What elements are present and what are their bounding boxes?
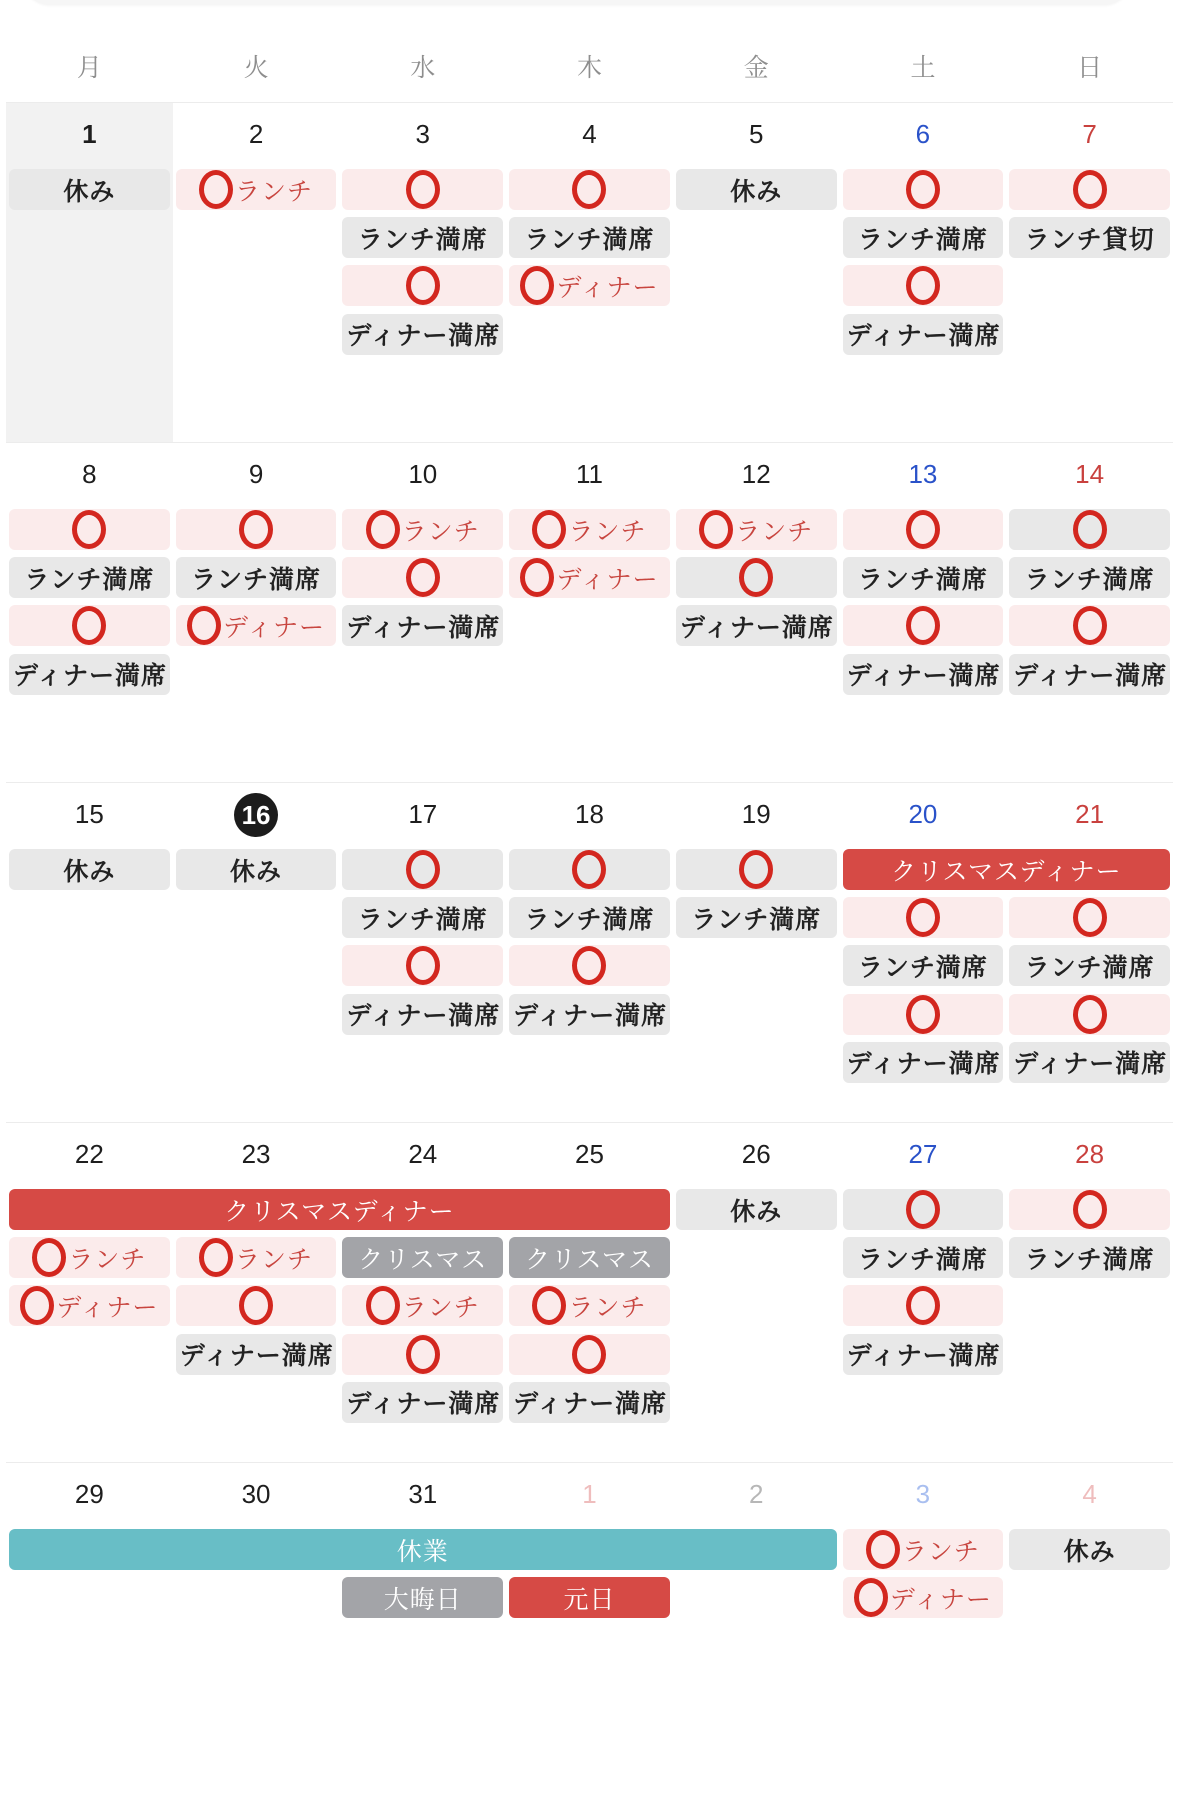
available-circle-icon bbox=[520, 266, 554, 305]
chip-label: ランチ bbox=[235, 176, 314, 206]
availability-chip[interactable] bbox=[509, 557, 670, 598]
chip-label: ランチ bbox=[901, 1536, 980, 1566]
available-circle-icon bbox=[906, 898, 940, 937]
day-number[interactable]: 4 bbox=[582, 119, 597, 149]
availability-chip[interactable] bbox=[9, 605, 170, 646]
available-circle-icon bbox=[572, 850, 606, 889]
chip-label: ランチ満席 bbox=[857, 224, 988, 254]
day-number[interactable]: 25 bbox=[575, 1139, 604, 1169]
availability-chip[interactable] bbox=[176, 169, 337, 210]
chip-label: クリスマス bbox=[524, 1244, 654, 1274]
day-number[interactable]: 2 bbox=[748, 1479, 764, 1509]
availability-chip[interactable] bbox=[1009, 994, 1170, 1035]
chip-label: ランチ満席 bbox=[857, 1244, 988, 1274]
chip-label: ランチ bbox=[401, 1292, 480, 1322]
chip-label: ディナー満席 bbox=[346, 1001, 501, 1031]
availability-chip[interactable] bbox=[342, 557, 503, 598]
chip-label: ランチ満席 bbox=[857, 564, 988, 594]
chip-label: ランチ bbox=[401, 516, 480, 546]
day-number[interactable]: 3 bbox=[415, 119, 430, 149]
chip-label: ディナー bbox=[56, 1292, 159, 1322]
availability-chip[interactable] bbox=[676, 509, 837, 550]
chip-label: ランチ bbox=[235, 1244, 314, 1274]
availability-chip[interactable] bbox=[509, 1334, 670, 1375]
calendar-week-row bbox=[6, 782, 1173, 1122]
availability-chip[interactable] bbox=[509, 509, 670, 550]
day-number[interactable]: 31 bbox=[408, 1479, 438, 1509]
status-chip[interactable] bbox=[676, 1189, 837, 1230]
status-chip[interactable] bbox=[1009, 1042, 1170, 1083]
chip-label: ディナー満席 bbox=[13, 661, 168, 691]
availability-chip[interactable] bbox=[9, 1285, 170, 1326]
chip-label: ランチ満席 bbox=[357, 224, 488, 254]
weekday-sun: 日 bbox=[1077, 53, 1103, 82]
available-circle-icon bbox=[1073, 898, 1107, 937]
status-chip[interactable] bbox=[843, 217, 1004, 258]
availability-chip[interactable] bbox=[1009, 169, 1170, 210]
status-chip[interactable] bbox=[9, 849, 170, 890]
status-chip[interactable] bbox=[509, 994, 670, 1035]
status-chip[interactable] bbox=[342, 605, 503, 646]
availability-chip[interactable] bbox=[843, 897, 1004, 938]
chip-label: ランチ満席 bbox=[857, 952, 988, 982]
chip-label: ディナー満席 bbox=[513, 1389, 668, 1419]
chip-label: クリスマス bbox=[358, 1244, 488, 1274]
day-number[interactable]: 15 bbox=[74, 799, 104, 829]
chip-label: ランチ満席 bbox=[1024, 952, 1155, 982]
day-number[interactable]: 17 bbox=[408, 799, 438, 829]
month-calendar-grid bbox=[6, 102, 1173, 1802]
availability-chip[interactable] bbox=[342, 169, 503, 210]
status-chip[interactable] bbox=[676, 897, 837, 938]
availability-chip[interactable] bbox=[9, 509, 170, 550]
status-chip[interactable] bbox=[176, 1334, 337, 1375]
chip-label: ランチ満席 bbox=[24, 564, 155, 594]
chip-label: 休業 bbox=[396, 1536, 449, 1566]
available-circle-icon bbox=[906, 995, 940, 1034]
status-chip[interactable] bbox=[176, 849, 337, 890]
chip-label: クリスマスディナー bbox=[224, 1196, 455, 1226]
status-chip[interactable] bbox=[1009, 1529, 1170, 1570]
day-number[interactable]: 9 bbox=[248, 459, 264, 489]
weekday-header bbox=[6, 44, 1173, 92]
status-chip[interactable] bbox=[509, 897, 670, 938]
chip-label: ランチ bbox=[735, 516, 814, 546]
availability-chip[interactable] bbox=[843, 1189, 1004, 1230]
status-chip[interactable] bbox=[843, 1237, 1004, 1278]
day-number[interactable]: 6 bbox=[915, 119, 931, 149]
day-number[interactable]: 29 bbox=[74, 1479, 104, 1509]
chip-label: ランチ bbox=[68, 1244, 147, 1274]
day-number[interactable]: 30 bbox=[241, 1479, 271, 1509]
day-number[interactable]: 19 bbox=[741, 799, 771, 829]
availability-chip[interactable] bbox=[1009, 605, 1170, 646]
day-number[interactable]: 12 bbox=[741, 459, 771, 489]
chip-label: ディナー満席 bbox=[346, 321, 501, 351]
day-number[interactable]: 14 bbox=[1075, 459, 1105, 489]
availability-chip[interactable] bbox=[676, 557, 837, 598]
available-circle-icon bbox=[406, 946, 440, 985]
availability-chip[interactable] bbox=[843, 1577, 1004, 1618]
availability-chip[interactable] bbox=[843, 605, 1004, 646]
available-circle-icon bbox=[572, 170, 606, 209]
status-chip[interactable] bbox=[509, 1382, 670, 1423]
status-chip[interactable] bbox=[1009, 1237, 1170, 1278]
calendar-week-row bbox=[6, 1122, 1173, 1462]
availability-chip[interactable] bbox=[843, 994, 1004, 1035]
day-number[interactable]: 5 bbox=[748, 119, 764, 149]
availability-chip[interactable] bbox=[176, 605, 337, 646]
day-number[interactable]: 18 bbox=[575, 799, 604, 829]
weekday-sat: 土 bbox=[910, 53, 936, 82]
available-circle-icon bbox=[20, 1286, 54, 1325]
day-number[interactable]: 13 bbox=[908, 459, 938, 489]
chip-label: ディナー bbox=[556, 272, 659, 302]
chip-label: ランチ満席 bbox=[191, 564, 322, 594]
chip-label: ディナー満席 bbox=[846, 321, 1001, 351]
availability-chip[interactable] bbox=[176, 1285, 337, 1326]
day-number[interactable]: 10 bbox=[408, 459, 438, 489]
available-circle-icon bbox=[239, 1286, 273, 1325]
available-circle-icon bbox=[699, 510, 733, 549]
available-circle-icon bbox=[406, 1335, 440, 1374]
available-circle-icon bbox=[739, 558, 773, 597]
day-number-today[interactable] bbox=[173, 793, 340, 835]
chip-label: ランチ満席 bbox=[524, 904, 655, 934]
chip-label: 休み bbox=[230, 856, 283, 886]
available-circle-icon bbox=[1073, 170, 1107, 209]
chip-label: ディナー満席 bbox=[1013, 1049, 1168, 1079]
available-circle-icon bbox=[72, 510, 106, 549]
status-chip[interactable] bbox=[342, 994, 503, 1035]
available-circle-icon bbox=[187, 606, 221, 645]
chip-label: ランチ満席 bbox=[357, 904, 488, 934]
chip-label: 休み bbox=[63, 856, 116, 886]
chip-label: ランチ満席 bbox=[1024, 564, 1155, 594]
chip-label: 元日 bbox=[563, 1584, 616, 1614]
available-circle-icon bbox=[239, 510, 273, 549]
availability-chip[interactable] bbox=[342, 945, 503, 986]
availability-chip[interactable] bbox=[676, 849, 837, 890]
status-chip[interactable] bbox=[9, 557, 170, 598]
availability-chip[interactable] bbox=[1009, 509, 1170, 550]
availability-chip[interactable] bbox=[843, 169, 1004, 210]
availability-chip[interactable] bbox=[509, 265, 670, 306]
chip-label: ディナー bbox=[889, 1584, 992, 1614]
chip-label: ランチ bbox=[568, 516, 647, 546]
day-number[interactable]: 11 bbox=[575, 459, 603, 489]
status-chip[interactable] bbox=[342, 314, 503, 355]
status-chip[interactable] bbox=[843, 557, 1004, 598]
status-chip[interactable] bbox=[843, 314, 1004, 355]
availability-chip[interactable] bbox=[176, 1237, 337, 1278]
status-chip[interactable] bbox=[1009, 654, 1170, 695]
available-circle-icon bbox=[572, 1335, 606, 1374]
weekday-tue: 火 bbox=[243, 53, 269, 82]
availability-chip[interactable] bbox=[509, 169, 670, 210]
calendar-week-row bbox=[6, 442, 1173, 782]
chip-label: ランチ満席 bbox=[524, 224, 655, 254]
day-number[interactable]: 21 bbox=[1075, 799, 1105, 829]
status-chip[interactable] bbox=[342, 1382, 503, 1423]
status-chip[interactable] bbox=[843, 945, 1004, 986]
event-banner[interactable] bbox=[843, 849, 1170, 890]
day-number[interactable]: 7 bbox=[1082, 119, 1097, 149]
chip-label: ランチ貸切 bbox=[1024, 224, 1155, 254]
status-chip[interactable] bbox=[1009, 945, 1170, 986]
chip-label: ディナー満席 bbox=[513, 1001, 668, 1031]
available-circle-icon bbox=[532, 510, 566, 549]
availability-chip[interactable] bbox=[843, 265, 1004, 306]
event-banner[interactable] bbox=[509, 1237, 670, 1278]
availability-chip[interactable] bbox=[342, 1334, 503, 1375]
availability-chip[interactable] bbox=[509, 849, 670, 890]
event-banner[interactable] bbox=[342, 1577, 503, 1618]
chip-label: ディナー満席 bbox=[846, 661, 1001, 691]
chip-label: ディナー満席 bbox=[679, 612, 834, 642]
chip-label: 休み bbox=[63, 176, 116, 206]
chip-label: ディナー満席 bbox=[846, 1049, 1001, 1079]
chip-label: クリスマスディナー bbox=[891, 856, 1122, 886]
status-chip[interactable] bbox=[1009, 557, 1170, 598]
event-banner[interactable] bbox=[509, 1577, 670, 1618]
day-number[interactable]: 20 bbox=[908, 799, 938, 829]
day-number[interactable]: 4 bbox=[1082, 1479, 1097, 1509]
available-circle-icon bbox=[1073, 1190, 1107, 1229]
available-circle-icon bbox=[406, 850, 440, 889]
day-number[interactable]: 1 bbox=[82, 119, 97, 149]
day-number[interactable]: 27 bbox=[908, 1139, 938, 1169]
day-number[interactable]: 24 bbox=[408, 1139, 438, 1169]
available-circle-icon bbox=[520, 558, 554, 597]
availability-chip[interactable] bbox=[1009, 897, 1170, 938]
chip-label: 休み bbox=[730, 1196, 783, 1226]
status-chip[interactable] bbox=[676, 605, 837, 646]
availability-chip[interactable] bbox=[176, 509, 337, 550]
available-circle-icon bbox=[1073, 606, 1107, 645]
status-chip[interactable] bbox=[676, 169, 837, 210]
availability-chip[interactable] bbox=[9, 1237, 170, 1278]
status-chip[interactable] bbox=[843, 654, 1004, 695]
available-circle-icon bbox=[572, 946, 606, 985]
day-number[interactable]: 8 bbox=[82, 459, 97, 489]
available-circle-icon bbox=[406, 170, 440, 209]
today-badge: 16 bbox=[234, 793, 278, 837]
chip-label: 休み bbox=[1063, 1536, 1116, 1566]
day-number[interactable]: 1 bbox=[582, 1479, 597, 1509]
available-circle-icon bbox=[1073, 995, 1107, 1034]
availability-chip[interactable] bbox=[843, 509, 1004, 550]
available-circle-icon bbox=[406, 266, 440, 305]
available-circle-icon bbox=[906, 606, 940, 645]
available-circle-icon bbox=[739, 850, 773, 889]
chip-label: ランチ満席 bbox=[691, 904, 822, 934]
day-number[interactable]: 26 bbox=[741, 1139, 771, 1169]
availability-chip[interactable] bbox=[1009, 1189, 1170, 1230]
chip-label: ディナー満席 bbox=[346, 1389, 501, 1419]
availability-chip[interactable] bbox=[342, 265, 503, 306]
chip-label: ディナー bbox=[556, 564, 659, 594]
availability-chip[interactable] bbox=[342, 1285, 503, 1326]
available-circle-icon bbox=[199, 170, 233, 209]
chip-label: ランチ満席 bbox=[1024, 1244, 1155, 1274]
availability-chip[interactable] bbox=[509, 945, 670, 986]
chip-label: ディナー満席 bbox=[846, 1341, 1001, 1371]
availability-chip[interactable] bbox=[843, 1529, 1004, 1570]
day-number[interactable]: 23 bbox=[241, 1139, 271, 1169]
available-circle-icon bbox=[906, 510, 940, 549]
availability-chip[interactable] bbox=[342, 509, 503, 550]
day-number[interactable]: 22 bbox=[74, 1139, 104, 1169]
availability-chip[interactable] bbox=[843, 1285, 1004, 1326]
availability-chip[interactable] bbox=[342, 849, 503, 890]
chip-label: 大晦日 bbox=[383, 1584, 462, 1614]
chip-label: ディナー bbox=[223, 612, 326, 642]
weekday-thu: 木 bbox=[577, 53, 603, 82]
available-circle-icon bbox=[72, 606, 106, 645]
status-chip[interactable] bbox=[509, 217, 670, 258]
event-banner[interactable] bbox=[9, 1189, 670, 1230]
status-chip[interactable] bbox=[843, 1334, 1004, 1375]
weekday-mon: 月 bbox=[76, 53, 102, 82]
available-circle-icon bbox=[406, 558, 440, 597]
event-banner[interactable] bbox=[342, 1237, 503, 1278]
available-circle-icon bbox=[199, 1238, 233, 1277]
available-circle-icon bbox=[854, 1578, 888, 1617]
available-circle-icon bbox=[906, 1190, 940, 1229]
status-chip[interactable] bbox=[342, 897, 503, 938]
status-chip[interactable] bbox=[9, 654, 170, 695]
event-banner[interactable] bbox=[9, 1529, 837, 1570]
available-circle-icon bbox=[906, 170, 940, 209]
available-circle-icon bbox=[366, 1286, 400, 1325]
day-number[interactable]: 28 bbox=[1075, 1139, 1105, 1169]
available-circle-icon bbox=[1073, 510, 1107, 549]
availability-chip[interactable] bbox=[509, 1285, 670, 1326]
status-chip[interactable] bbox=[9, 169, 170, 210]
day-number[interactable]: 3 bbox=[915, 1479, 931, 1509]
chip-label: ランチ bbox=[568, 1292, 647, 1322]
chip-label: 休み bbox=[730, 176, 783, 206]
available-circle-icon bbox=[32, 1238, 66, 1277]
chip-label: ディナー満席 bbox=[179, 1341, 334, 1371]
status-chip[interactable] bbox=[843, 1042, 1004, 1083]
top-search-bar-edge[interactable] bbox=[22, 0, 1132, 5]
available-circle-icon bbox=[906, 266, 940, 305]
weekday-wed: 水 bbox=[410, 53, 436, 82]
day-number[interactable]: 2 bbox=[248, 119, 264, 149]
status-chip[interactable] bbox=[342, 217, 503, 258]
available-circle-icon bbox=[906, 1286, 940, 1325]
available-circle-icon bbox=[866, 1530, 900, 1569]
available-circle-icon bbox=[532, 1286, 566, 1325]
weekday-fri: 金 bbox=[743, 53, 769, 82]
chip-label: ディナー満席 bbox=[346, 612, 501, 642]
available-circle-icon bbox=[366, 510, 400, 549]
status-chip[interactable] bbox=[176, 557, 337, 598]
status-chip[interactable] bbox=[1009, 217, 1170, 258]
calendar-week-row bbox=[6, 102, 1173, 442]
calendar-week-row bbox=[6, 1462, 1173, 1802]
chip-label: ディナー満席 bbox=[1013, 661, 1168, 691]
